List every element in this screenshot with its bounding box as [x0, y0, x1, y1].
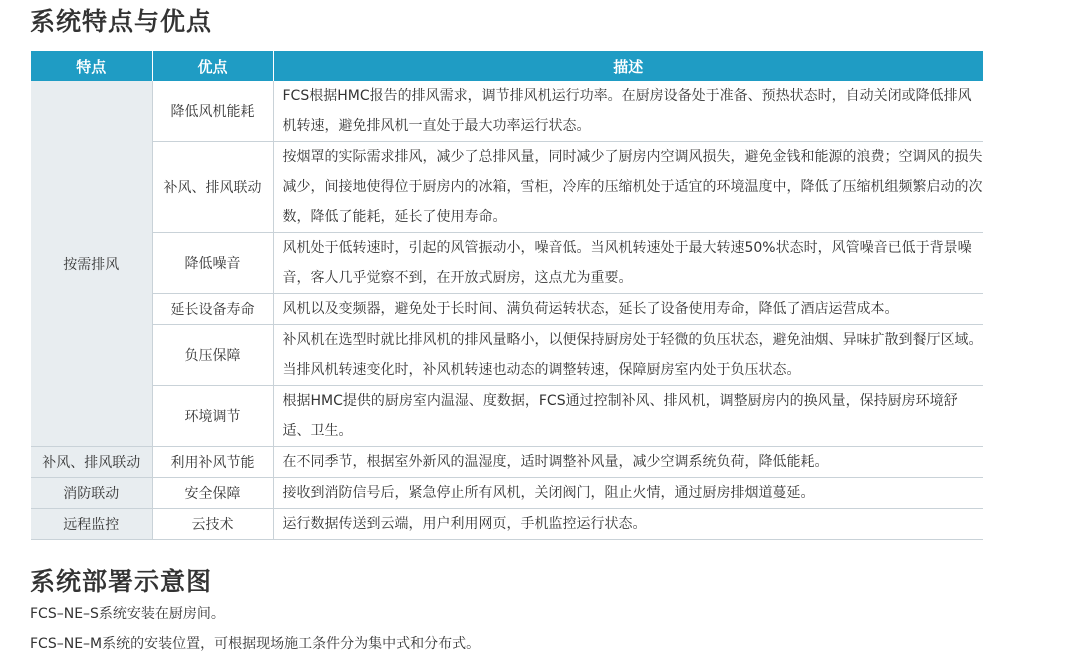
- table-row: [31, 509, 983, 540]
- advantage-cell: 降低噪音: [152, 233, 273, 294]
- table-row: [31, 478, 983, 509]
- advantage-cell: 环境调节: [152, 386, 273, 447]
- description-cell: 接收到消防信号后，紧急停止所有风机，关闭阀门，阻止火情，通过厨房排烟道蔓延。: [273, 478, 983, 509]
- deployment-text-line-2: FCS–NE–M系统的安装位置，可根据现场施工条件分为集中式和分布式。: [30, 636, 481, 652]
- advantage-cell: 降低风机能耗: [152, 81, 273, 142]
- advantage-cell: 负压保障: [152, 325, 273, 386]
- column-header-description: 描述: [273, 51, 983, 81]
- section-title-features: 系统特点与优点: [30, 7, 213, 36]
- table-row: [31, 294, 983, 325]
- table-header-row: [31, 51, 983, 81]
- section-title-deployment: 系统部署示意图: [30, 567, 213, 596]
- feature-cell-on-demand-exhaust: 按需排风: [31, 81, 152, 447]
- table-row: [31, 233, 983, 294]
- table-row: [31, 142, 983, 233]
- feature-cell-fire-linkage: 消防联动: [31, 478, 152, 509]
- advantage-cell: 延长设备寿命: [152, 294, 273, 325]
- column-header-feature: 特点: [31, 51, 152, 81]
- advantage-cell: 补风、排风联动: [152, 142, 273, 233]
- advantage-cell: 安全保障: [152, 478, 273, 509]
- deployment-text-line-1: FCS–NE–S系统安装在厨房间。: [30, 606, 225, 622]
- description-cell: 根据HMC提供的厨房室内温湿、度数据，FCS通过控制补风、排风机，调整厨房内的换风量，保持厨房环境舒适、卫生。: [273, 386, 983, 447]
- column-header-advantage: 优点: [152, 51, 273, 81]
- description-cell: 风机以及变频器，避免处于长时间、满负荷运转状态，延长了设备使用寿命，降低了酒店运营成本。: [273, 294, 983, 325]
- description-cell: FCS根据HMC报告的排风需求，调节排风机运行功率。在厨房设备处于准备、预热状态时，自动关闭或降低排风机转速，避免排风机一直处于最大功率运行状态。: [273, 81, 983, 142]
- description-cell: 按烟罩的实际需求排风，减少了总排风量，同时减少了厨房内空调风损失，避免金钱和能源的浪费；空调风的损失减少，间接地使得位于厨房内的冰箱，雪柜，冷库的压缩机处于适宜的环境温度中，降低了压缩机组频繁启动的次数，降低了能耗，延长了使用寿命。: [273, 142, 983, 233]
- table-row: [31, 386, 983, 447]
- features-table: [31, 51, 983, 540]
- table-row: [31, 447, 983, 478]
- description-cell: 在不同季节，根据室外新风的温湿度，适时调整补风量，减少空调系统负荷，降低能耗。: [273, 447, 983, 478]
- description-cell: 风机处于低转速时，引起的风管振动小，噪音低。当风机转速处于最大转速50%状态时，风管噪音已低于背景噪音，客人几乎觉察不到，在开放式厨房，这点尤为重要。: [273, 233, 983, 294]
- advantage-cell: 利用补风节能: [152, 447, 273, 478]
- description-cell: 补风机在选型时就比排风机的排风量略小，以便保持厨房处于轻微的负压状态，避免油烟、异味扩散到餐厅区域。当排风机转速变化时，补风机转速也动态的调整转速，保障厨房室内处于负压状态。: [273, 325, 983, 386]
- table-row: [31, 325, 983, 386]
- description-cell: 运行数据传送到云端，用户利用网页，手机监控运行状态。: [273, 509, 983, 540]
- advantage-cell: 云技术: [152, 509, 273, 540]
- table-row: [31, 81, 983, 142]
- feature-cell-makeup-exhaust-linkage: 补风、排风联动: [31, 447, 152, 478]
- feature-cell-remote-monitoring: 远程监控: [31, 509, 152, 540]
